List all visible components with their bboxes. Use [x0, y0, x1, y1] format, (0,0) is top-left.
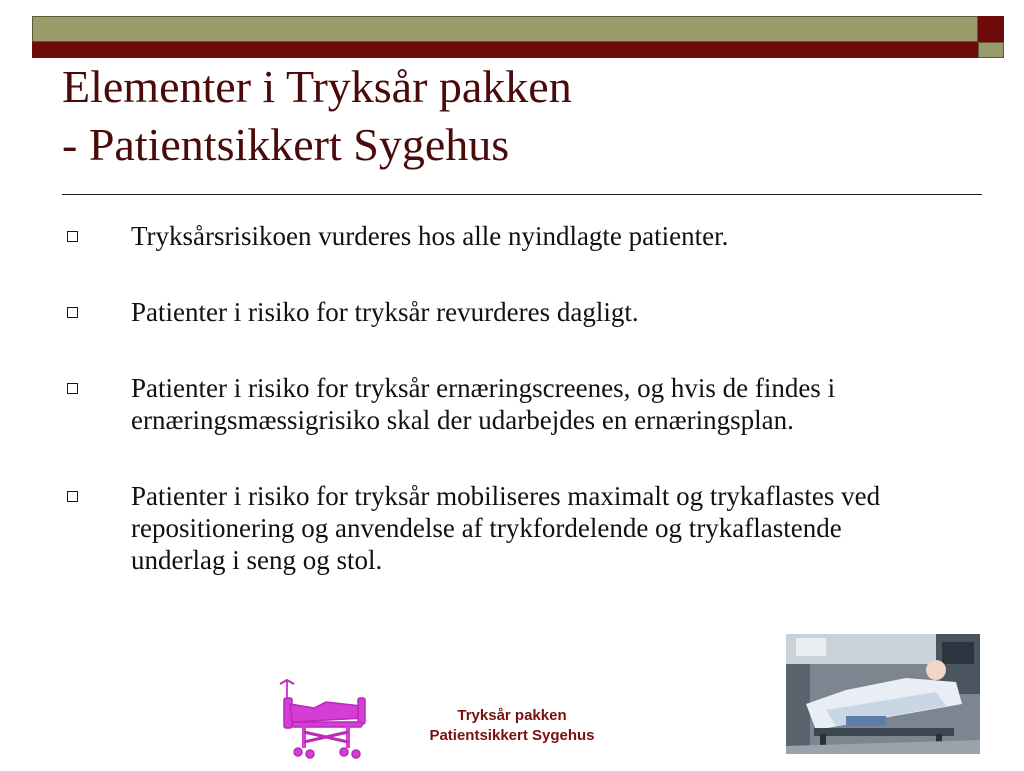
bullet-square-icon: [67, 307, 78, 318]
bullet-text: Tryksårsrisikoen vurderes hos alle nyindlagte patienter.: [131, 221, 729, 251]
bullet-item: [62, 296, 942, 328]
bullet-square-icon: [67, 383, 78, 394]
header-square-olive: [978, 42, 1004, 58]
bullet-text: Patienter i risiko for tryksår ernæringscreenes, og hvis de findes i ernæringsmæssigrisiko skal der udarbejdes en ernæringsplan.: [131, 373, 836, 435]
slide-title-line-1: Elementer i Tryksår pakken: [62, 61, 572, 112]
hospital-photo: [786, 634, 980, 754]
bullet-square-icon: [67, 231, 78, 242]
header-bar-olive: [32, 16, 978, 42]
slide-title-line-2: - Patientsikkert Sygehus: [62, 119, 510, 170]
bullet-square-icon: [67, 491, 78, 502]
footer-line-2: Patientsikkert Sygehus: [429, 727, 595, 744]
header-bar-maroon: [32, 42, 978, 58]
bullet-text: Patienter i risiko for tryksår mobiliseres maximalt og trykaflastes ved repositionering og anvendelse af trykfordelende og trykaflastende underlag i seng og stol.: [131, 481, 881, 575]
bullet-list: [62, 220, 942, 620]
header-square-maroon: [978, 16, 1004, 42]
hospital-bed-icon: [262, 676, 374, 766]
bullet-item: [62, 480, 942, 576]
footer-line-1: Tryksår pakken: [457, 707, 567, 724]
bullet-text: Patienter i risiko for tryksår revurderes dagligt.: [131, 297, 639, 327]
bullet-item: [62, 220, 942, 252]
footer-caption: [408, 706, 616, 746]
title-divider: [62, 194, 982, 195]
slide-title: [62, 58, 572, 174]
bullet-item: [62, 372, 942, 436]
